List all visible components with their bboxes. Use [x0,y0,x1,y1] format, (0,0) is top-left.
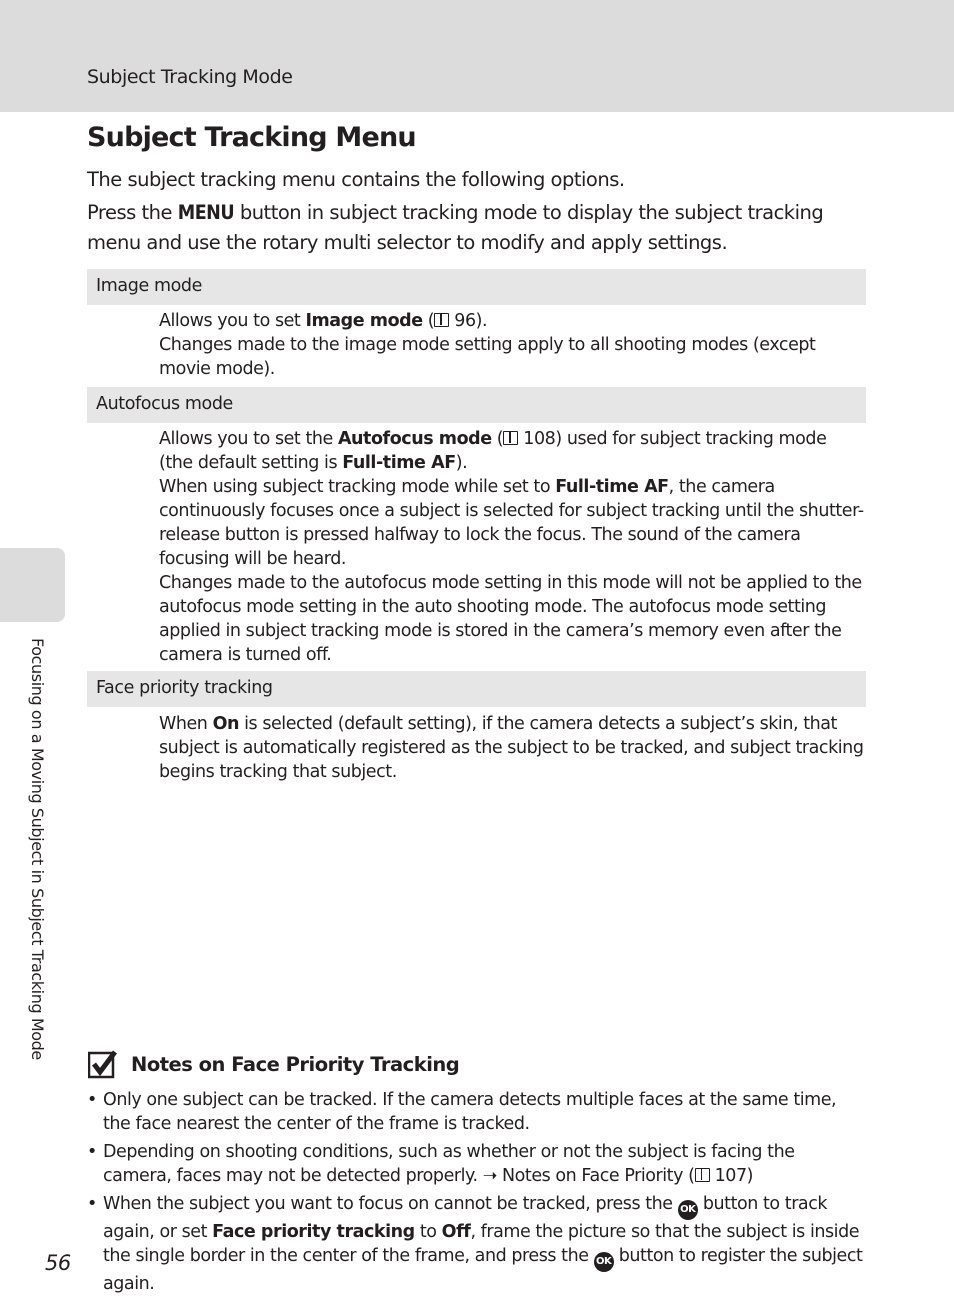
page-reference-icon [434,313,449,327]
option-description-face-priority-tracking: When On is selected (default setting), if the camera detects a subject’s skin, that subject is automatically registered as the subject to be tracked, and subject tracking begins tracking that subject. [159,714,864,782]
page-number: 56 [45,1251,71,1275]
menu-button-icon: MENU [177,201,235,224]
option-description-image-mode: Allows you to set Image mode ( 96). Changes made to the image mode setting apply to all shooting modes (except movie mode). [159,311,816,379]
page-reference-icon [503,431,518,445]
list-item: • Only one subject can be tracked. If the camera detects multiple faces at the same time, the face nearest the center of the frame is tracked. [87,1090,837,1134]
chapter-tab [0,548,65,622]
option-header-image-mode [87,269,866,305]
list-item: • Depending on shooting conditions, such as whether or not the subject is facing the camera, faces may not be detected properly. ➝ Notes on Face Priority ( 107) [87,1142,795,1186]
arrow-icon: ➝ [482,1166,497,1186]
option-description-autofocus-mode: Allows you to set the Autofocus mode ( 108) used for subject tracking mode (the default setting is Full-time AF). When using subject tracking mode while set to Full-time AF, the camera continuously focuses once a subject is selected for subject tracking until the shutter-release button is pressed halfway to lock the focus. The sound of the camera focusing will be heard. Changes made to the autofocus mode setting in this mode will not be applied to the autofocus mode setting in the auto shooting mode. The autofocus mode setting applied in subject tracking mode is stored in the camera’s memory even after the camera is turned off. [159,429,864,665]
page-reference-icon [695,1168,710,1182]
section-header: Subject Tracking Mode [87,66,293,88]
notes-title: Notes on Face Priority Tracking [131,1053,460,1076]
ok-button-icon: OK [678,1200,698,1220]
option-name: Face priority tracking [96,678,273,698]
ok-button-icon: OK [594,1252,614,1272]
intro-paragraph-1: The subject tracking menu contains the following options. [87,168,625,191]
notes-list [87,1088,867,1300]
page-title: Subject Tracking Menu [87,122,416,153]
option-header-autofocus-mode [87,387,866,423]
checkmark-note-icon [88,1050,117,1079]
header-band [0,0,954,112]
list-item: • When the subject you want to focus on cannot be tracked, press the OK button to track again, or set Face priority tracking to Off, frame the picture so that the subject is inside the single border in the center of the frame, and press the OK button to register the subject again. [87,1194,863,1294]
intro-paragraph-2: Press the MENU button in subject tracking mode to display the subject tracking menu and use the rotary multi selector to modify and apply settings. [87,201,824,254]
chapter-side-label: Focusing on a Moving Subject in Subject Tracking Mode [28,638,47,1060]
option-name: Autofocus mode [96,394,233,414]
option-name: Image mode [96,276,202,296]
option-header-face-priority-tracking [87,671,866,707]
